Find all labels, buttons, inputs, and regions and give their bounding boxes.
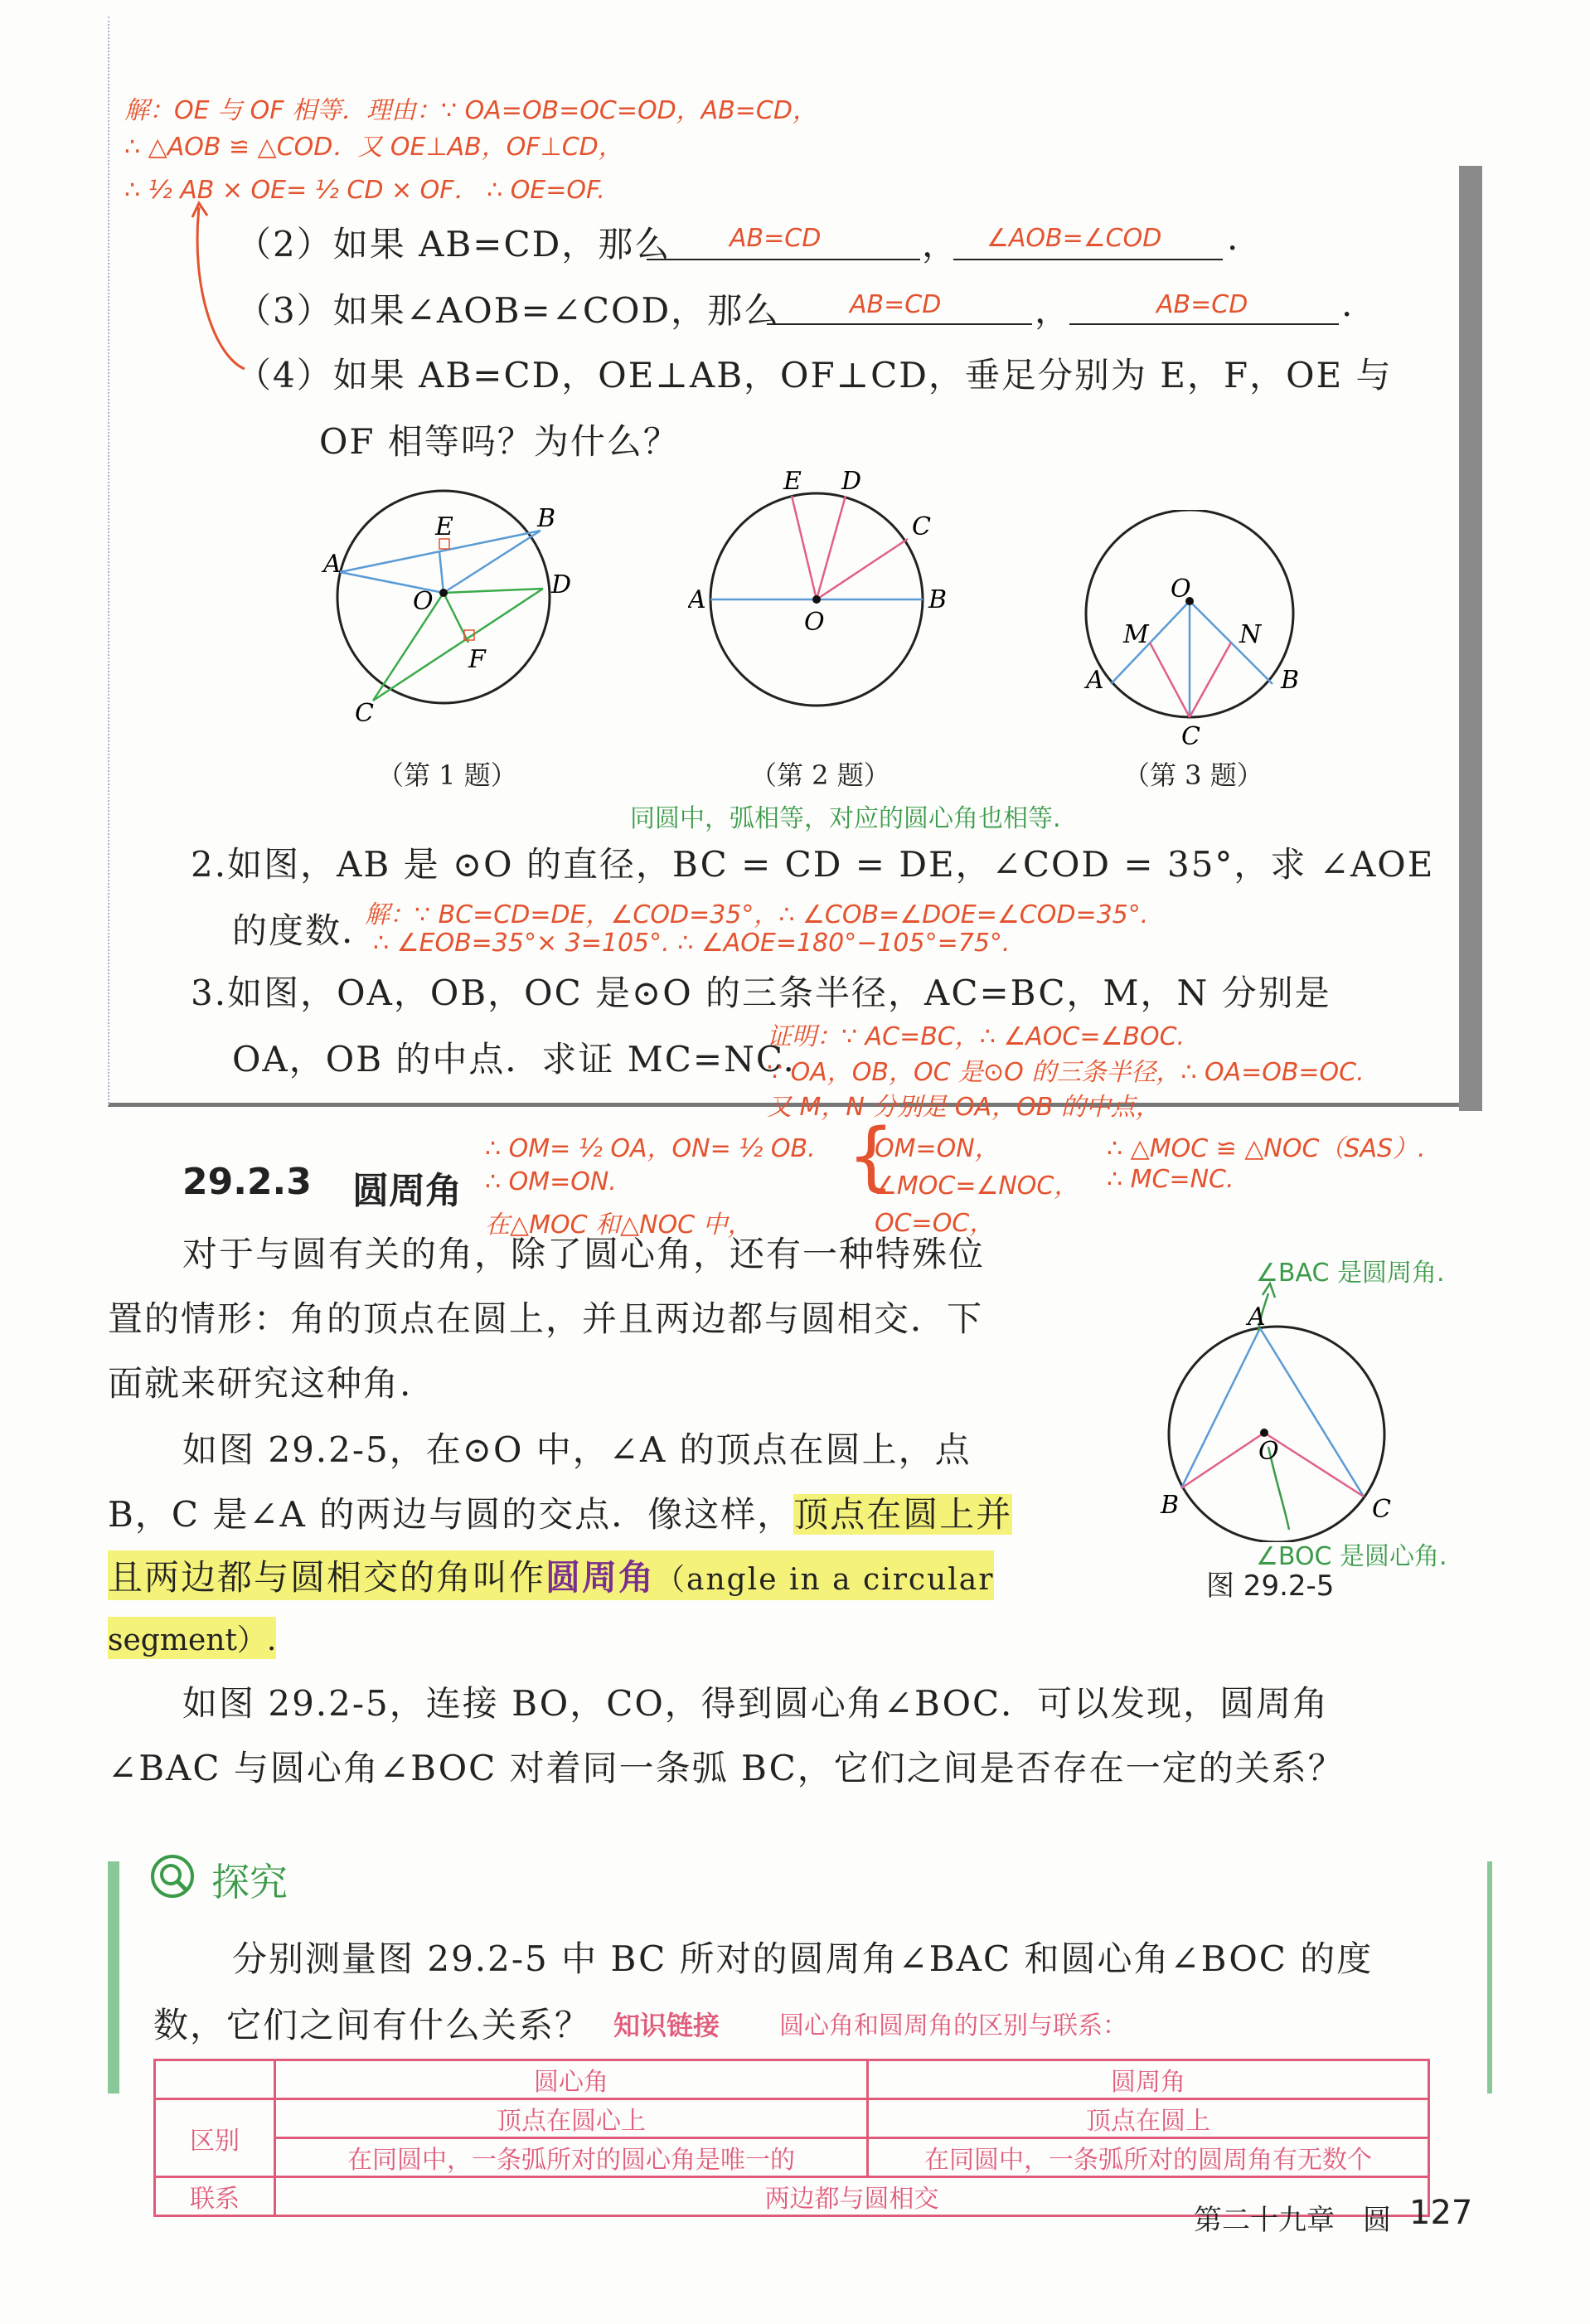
ex3-proof-8: ∠MOC=∠NOC， [875, 1172, 1079, 1201]
para2-definition-start: 顶点在圆上并 [793, 1494, 1013, 1535]
ex2-solution1: 解：∵ BC=CD=DE，∠COD=35°，∴ ∠COB=∠DOE=∠COD=35°. [365, 900, 1149, 929]
fig1-label-a: A [323, 550, 342, 579]
fig1-chord-cd [373, 589, 543, 701]
ex2-line1: 2.如图，AB 是 ⊙O 的直径，BC = CD = DE，∠COD = 35°，求 ∠AOE [191, 844, 1435, 885]
table-cell: 在同圆中，一条弧所对的圆心角是唯一的 [275, 2138, 868, 2177]
q4-line2: OF 相等吗？为什么？ [319, 421, 680, 462]
table-header-row [155, 2060, 1429, 2099]
q2-text: （2）如果 AB=CD，那么 [236, 224, 671, 264]
table-header-blank [155, 2060, 275, 2099]
fig1-label-c: C [355, 699, 374, 728]
table-cell: 顶点在圆上 [868, 2099, 1429, 2138]
fig2-label-a: A [688, 585, 706, 614]
fig1-label-o: O [413, 587, 434, 616]
ex3-proof-7: OM=ON， [875, 1134, 1000, 1163]
fig2-caption: （第 2 题） [750, 759, 890, 791]
q3-answer1: AB=CD [850, 290, 942, 319]
ex3-proof-3: 又 M，N 分别是 OA，OB 的中点， [767, 1093, 1161, 1122]
table-link-value: 两边都与圆相交 [275, 2177, 1429, 2216]
fig2-label-c: C [912, 512, 931, 541]
page-number: 127 [1409, 2194, 1473, 2232]
fig5-note-top: ∠BAC 是圆周角. [1256, 1259, 1445, 1288]
fig1-label-e: E [435, 512, 453, 541]
ex3-proof-2: ∵ OA，OB，OC 是⊙O 的三条半径，∴ OA=OB=OC. [767, 1058, 1365, 1087]
fig1-radius-od [444, 589, 543, 593]
fig2-radius-oe [792, 496, 817, 599]
fig5-chord-ab [1181, 1328, 1260, 1488]
figure-29-2-5 [1144, 1269, 1409, 1542]
solution-arrow-icon [166, 191, 257, 381]
q4-line1: （4）如果 AB=CD，OE⊥AB，OF⊥CD，垂足分别为 E，F，OE 与 [236, 355, 1393, 395]
ex3-proof-9: OC=OC， [875, 1209, 995, 1238]
q3-text: （3）如果∠AOB=∠COD，那么 [236, 290, 781, 331]
ex3-line2: OA，OB 的中点．求证 MC=NC. [232, 1039, 796, 1080]
q3-blank1 [767, 323, 1032, 325]
fig5-note-bottom: ∠BOC 是圆心角. [1256, 1542, 1447, 1571]
table-cell: 在同圆中，一条弧所对的圆周角有无数个 [868, 2138, 1429, 2177]
ex3-proof-4: ∴ OM= ½ OA，ON= ½ OB. [485, 1134, 816, 1163]
ex3-proof-11: ∴ MC=NC. [1107, 1165, 1234, 1194]
fig5-label-o: O [1258, 1437, 1279, 1466]
q3-blank2 [1069, 323, 1339, 325]
q2-blank2 [953, 259, 1223, 260]
fig5-radius-ob [1181, 1433, 1264, 1488]
fig5-label-b: B [1161, 1491, 1180, 1520]
ex3-proof-5: ∴ OM=ON. [485, 1167, 617, 1196]
q2-answer2: ∠AOB=∠COD [986, 224, 1162, 253]
fig3-label-m: M [1123, 620, 1149, 649]
explore-line1: 分别测量图 29.2-5 中 BC 所对的圆周角∠BAC 和圆心角∠BOC 的度 [232, 1938, 1374, 1979]
q3-comma: ， [1035, 290, 1072, 331]
footer-chapter: 第二十九章 圆 [1194, 2204, 1391, 2237]
solution-q1-line3: ∴ ½ AB × OE= ½ CD × OF． ∴ OE=OF. [124, 176, 605, 205]
para2-line2 [108, 1487, 1012, 1537]
fig2-label-o: O [804, 608, 825, 637]
ex3-proof-10: ∴ △MOC ≌ △NOC（SAS）. [1107, 1134, 1426, 1163]
para3-line2: ∠BAC 与圆心角∠BOC 对着同一条弧 BC，它们之间是否存在一定的关系？ [108, 1748, 1345, 1788]
fig3-nc [1190, 643, 1231, 717]
fig1-label-f: F [468, 645, 486, 674]
ex2-line2: 的度数. [232, 910, 355, 951]
term-inscribed-angle: 圆周角 [545, 1557, 656, 1598]
knowledge-link-label: 知识链接 [613, 2010, 720, 2041]
comparison-table [153, 2059, 1430, 2217]
q2-comma: ， [922, 224, 959, 264]
para2-line1: 如图 29.2-5，在⊙O 中，∠A 的顶点在圆上，点 [182, 1429, 972, 1470]
green-note-q2: 同圆中，弧相等，对应的圆心角也相等. [630, 804, 1061, 833]
q2-period: . [1227, 217, 1240, 258]
para1-line1: 对于与圆有关的角，除了圆心角，还有一种特殊位 [182, 1234, 986, 1274]
q3-answer2: AB=CD [1156, 290, 1248, 319]
explore-magnifier-icon [149, 1853, 199, 1903]
para3-line1: 如图 29.2-5，连接 BO，CO，得到圆心角∠BOC．可以发现，圆周角 [182, 1683, 1330, 1724]
fig3-label-c: C [1181, 722, 1200, 750]
fig3-label-o: O [1171, 575, 1191, 604]
para2-line3b: （angle in a circular [655, 1563, 995, 1597]
figure-3 [1078, 510, 1335, 750]
para2-line2a: B，C 是∠A 的两边与圆的交点．像这样， [108, 1494, 794, 1535]
ex3-brace: { [847, 1113, 895, 1200]
fig5-caption: 图 29.2-5 [1206, 1570, 1335, 1603]
fig3-label-a: A [1086, 666, 1104, 695]
knowledge-link-text: 圆心角和圆周角的区别与联系： [779, 2011, 1127, 2040]
fig2-label-e: E [783, 467, 802, 496]
fig1-caption: （第 1 题） [377, 759, 517, 791]
table-cell: 顶点在圆心上 [275, 2099, 868, 2138]
fig2-label-d: D [841, 467, 862, 496]
ex2-solution2: ∴ ∠EOB=35°× 3=105°. ∴ ∠AOE=180°−105°=75°. [373, 929, 1011, 958]
section-number: 29.2.3 [182, 1161, 312, 1203]
ex3-line1: 3.如图，OA，OB，OC 是⊙O 的三条半径，AC=BC，M，N 分别是 [191, 973, 1331, 1013]
fig1-label-b: B [537, 504, 556, 533]
fig3-caption: （第 3 题） [1123, 759, 1263, 791]
explore-title: 探究 [211, 1860, 288, 1904]
para1-line3: 面就来研究这种角. [108, 1363, 413, 1404]
table-row [155, 2138, 1429, 2177]
q2-blank1 [647, 259, 920, 260]
q2-answer1: AB=CD [730, 224, 822, 253]
fig3-label-b: B [1281, 666, 1300, 695]
table-link-label: 联系 [155, 2177, 275, 2216]
fig1-oe [439, 551, 444, 593]
q3-period: . [1341, 284, 1355, 324]
para2-line3a: 且两边都与圆相交的角叫作 [108, 1557, 546, 1598]
table-row [155, 2099, 1429, 2138]
fig3-label-n: N [1239, 620, 1262, 649]
ex3-proof-6: 在△MOC 和△NOC 中， [485, 1211, 753, 1240]
solution-q1-line1: 解：OE 与 OF 相等．理由：∵ OA=OB=OC=OD，AB=CD， [124, 96, 817, 125]
fig3-mc [1150, 643, 1190, 717]
table-diff-label: 区别 [155, 2099, 275, 2177]
para2-line4: segment）. [108, 1617, 276, 1659]
para1-line2: 置的情形：角的顶点在圆上，并且两边都与圆相交．下 [108, 1298, 984, 1339]
table-header-inscribed-angle: 圆周角 [868, 2060, 1429, 2099]
figure-1 [315, 481, 613, 746]
ex3-proof-1: 证明：∵ AC=BC，∴ ∠AOC=∠BOC. [767, 1022, 1185, 1051]
figure-2 [688, 464, 970, 713]
fig1-label-d: D [551, 570, 572, 599]
para2-line3 [108, 1550, 994, 1600]
fig5-label-c: C [1372, 1495, 1391, 1524]
explore-line2: 数，它们之间有什么关系？ [153, 2005, 592, 2045]
table-header-central-angle: 圆心角 [275, 2060, 868, 2099]
fig2-label-b: B [928, 585, 948, 614]
solution-q1-line2: ∴ △AOB ≌ △COD．又 OE⊥AB，OF⊥CD， [124, 133, 623, 162]
section-title: 圆周角 [352, 1170, 462, 1212]
fig5-label-a: A [1248, 1303, 1266, 1332]
exercise-box-shadow [1459, 166, 1482, 1111]
